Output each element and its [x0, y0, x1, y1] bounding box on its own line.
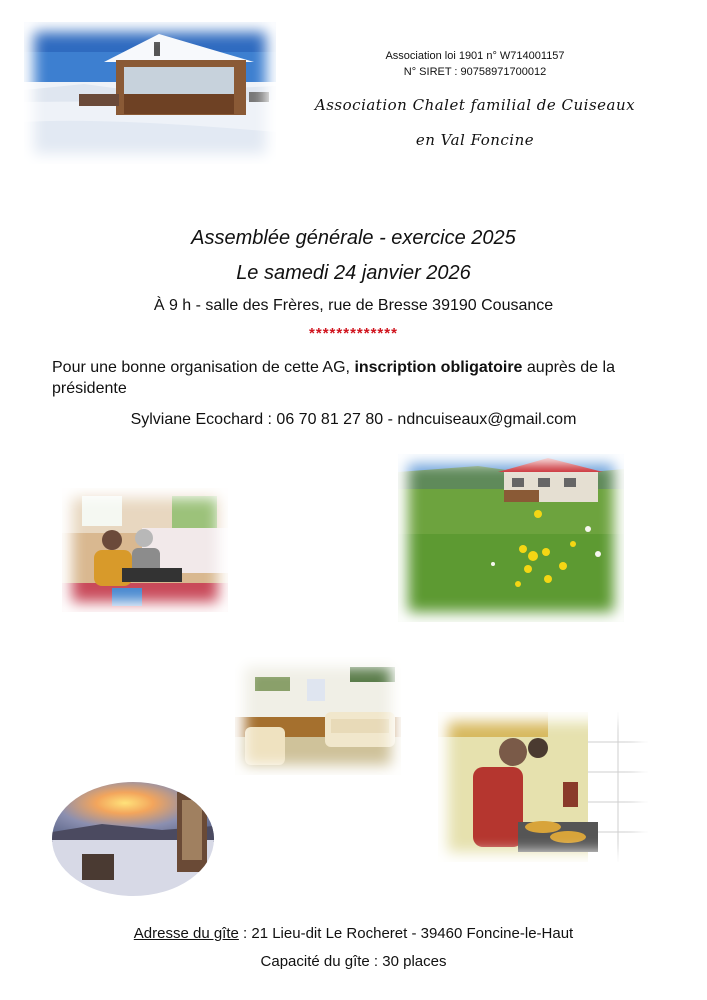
association-name-line2: en Val Foncine: [415, 131, 535, 149]
contact-line: Sylviane Ecochard : 06 70 81 27 80 - ndncuiseaux@gmail.com: [130, 411, 577, 428]
winter-sunset-photo: [52, 782, 214, 896]
separator: *************: [309, 325, 398, 342]
dining-room-photo: [62, 488, 228, 612]
siret-number: N° SIRET : 90758971700012: [403, 66, 547, 78]
registration-text: Pour une bonne organisation de cette AG,: [52, 359, 355, 376]
gite-address: [0, 925, 707, 942]
event-place: À 9 h - salle des Frères, rue de Bresse 39190 Cousance: [153, 297, 554, 314]
kitchen-photo: [438, 712, 648, 862]
registration-paragraph: [52, 357, 662, 399]
event-title: Assemblée générale - exercice 2025: [191, 227, 516, 249]
registration-text-end: auprès de la présidente: [52, 359, 615, 397]
registration-mandatory: inscription obligatoire: [354, 359, 523, 376]
address-value: : 21 Lieu-dit Le Rocheret - 39460 Foncine-le-Haut: [238, 925, 574, 942]
living-room-photo: [235, 657, 401, 775]
association-name: Association Chalet familial de Cuiseaux: [314, 96, 636, 114]
event-date: Le samedi 24 janvier 2026: [236, 262, 471, 284]
gite-capacity: Capacité du gîte : 30 places: [260, 953, 447, 970]
chalet-meadow-photo: [398, 454, 624, 622]
address-label: Adresse du gîte: [133, 925, 239, 942]
association-registration: Association loi 1901 n° W714001157: [385, 50, 565, 62]
chalet-snow-photo: [24, 22, 276, 164]
